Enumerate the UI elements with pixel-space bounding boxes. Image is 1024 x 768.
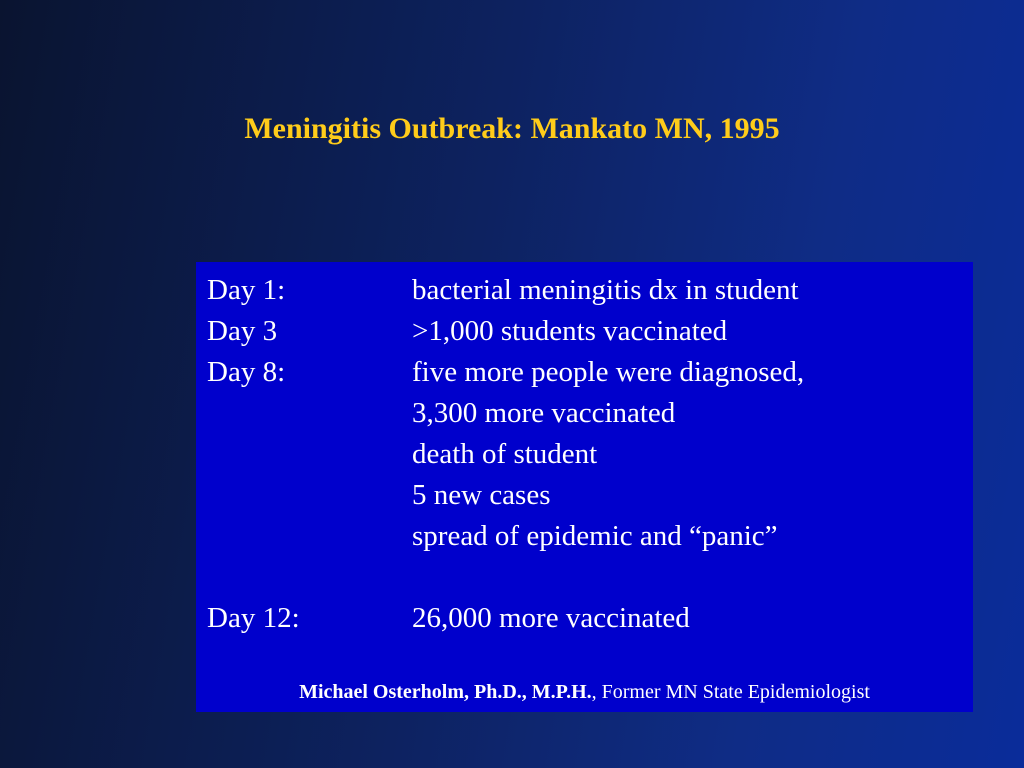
timeline-box <box>196 262 973 712</box>
attribution <box>196 681 973 704</box>
timeline-text: 26,000 more vaccinated <box>412 602 690 634</box>
timeline-text: 3,300 more vaccinated <box>412 397 676 429</box>
timeline-day: Day 3 <box>207 315 278 347</box>
timeline-day: Day 1: <box>207 274 286 306</box>
timeline-day: Day 12: <box>207 602 300 634</box>
timeline-day: Day 8: <box>207 356 286 388</box>
timeline-text: bacterial meningitis dx in student <box>412 274 799 306</box>
timeline-row <box>196 516 973 557</box>
timeline-row <box>196 434 973 475</box>
timeline-row <box>196 352 973 393</box>
attribution-role: , Former MN State Epidemiologist <box>591 681 870 703</box>
row-spacer <box>196 557 973 598</box>
timeline-row <box>196 311 973 352</box>
timeline-text: death of student <box>412 438 598 470</box>
timeline-row <box>196 270 973 311</box>
timeline-text: five more people were diagnosed, <box>412 356 805 388</box>
slide-title: Meningitis Outbreak: Mankato MN, 1995 <box>244 112 780 145</box>
timeline-row <box>196 393 973 434</box>
timeline-row <box>196 475 973 516</box>
attribution-name: Michael Osterholm, Ph.D., M.P.H. <box>299 681 592 703</box>
timeline-text: >1,000 students vaccinated <box>412 315 728 347</box>
timeline-text: spread of epidemic and “panic” <box>412 520 778 552</box>
timeline-row <box>196 598 973 639</box>
timeline-text: 5 new cases <box>412 479 551 511</box>
